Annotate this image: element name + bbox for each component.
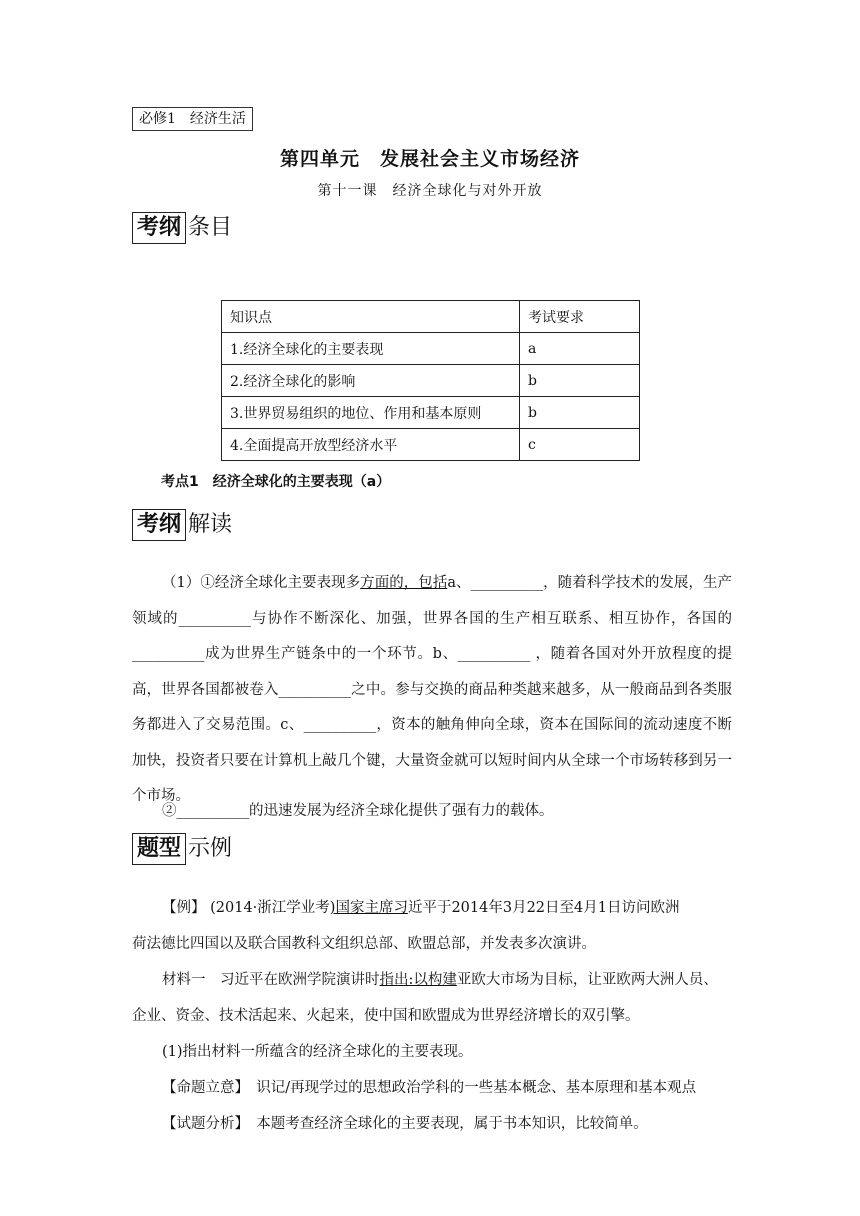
section-example-heading xyxy=(132,833,232,865)
table-cell: 4.全面提高开放型经济水平 xyxy=(222,429,520,461)
table-header-cell: 知识点 xyxy=(222,301,520,333)
table-row xyxy=(222,365,640,397)
reading-paragraph-2: ②__________的迅速发展为经济全球化提供了强有力的载体。 xyxy=(162,803,554,819)
section-outline-heading xyxy=(132,212,232,244)
example-underlined-text: )国家主席习 xyxy=(329,900,408,916)
reading-text: a、__________，随着科学技术的发展，生产领域的__________与协作不断深化、加强，世界各国的生产相互联系、相互协作，各国的__________成为世界生产链条中的一个环节。b、__________ ，随着各国对外开放程度的提高，世界各国都被卷入__________之中。参与交换的商品种类越来越多，从一般商品到各类服务都进入了交易范围。c、__________，资本的触角伸向全球，资本在国际间的流动速度不断加快，投资者只要在计算机上敲几个键，大量资金就可以短时间内从全球一个市场转移到另一个市场。 xyxy=(132,575,732,804)
kaodian-heading: 考点1 经济全球化的主要表现（a） xyxy=(161,474,391,490)
table-cell: c xyxy=(520,429,640,461)
table-cell: b xyxy=(520,365,640,397)
lesson-title: 第十一课 经济全球化与对外开放 xyxy=(317,183,543,199)
material-underlined-text: 指出:以构建 xyxy=(379,972,457,988)
analysis-line: 【试题分析】 本题考查经济全球化的主要表现，属于书本知识，比较简单。 xyxy=(162,1116,648,1132)
table-row xyxy=(222,333,640,365)
example-text: 近平于2014年3月22日至4月1日访问欧洲 xyxy=(407,900,680,916)
section-example-boxed: 题型 xyxy=(132,833,186,865)
table-header-cell: 考试要求 xyxy=(520,301,640,333)
material-line-2: 企业、资金、技术活起来、火起来，使中国和欧盟成为世界经济增长的双引擎。 xyxy=(132,1008,640,1024)
material-text: 材料一 习近平在欧洲学院演讲时 xyxy=(162,972,380,988)
example-text: 【例】 (2014·浙江学业考 xyxy=(162,900,330,916)
requirements-table xyxy=(221,300,640,461)
reading-paragraph-1 xyxy=(132,566,732,815)
table-row xyxy=(222,429,640,461)
intent-line: 【命题立意】 识记/再现学过的思想政治学科的一些基本概念、基本原理和基本观点 xyxy=(162,1080,697,1096)
table-cell: 1.经济全球化的主要表现 xyxy=(222,333,520,365)
example-line-1 xyxy=(162,898,772,918)
table-cell: b xyxy=(520,397,640,429)
table-cell: 2.经济全球化的影响 xyxy=(222,365,520,397)
section-reading-heading xyxy=(132,509,232,541)
material-line-1 xyxy=(162,970,772,990)
table-header-row xyxy=(222,301,640,333)
table-cell: 3.世界贸易组织的地位、作用和基本原则 xyxy=(222,397,520,429)
reading-text: （1）①经济全球化主要表现多 xyxy=(162,575,361,591)
table-cell: a xyxy=(520,333,640,365)
unit-title: 第四单元 发展社会主义市场经济 xyxy=(279,148,580,170)
material-text: 亚欧大市场为目标，让亚欧两大洲人员、 xyxy=(456,972,718,988)
course-tag: 必修1 经济生活 xyxy=(132,107,253,131)
section-example-rest: 示例 xyxy=(188,836,233,861)
section-outline-rest: 条目 xyxy=(188,215,233,240)
reading-underlined-text: 方面的，包括 xyxy=(360,575,448,591)
section-outline-boxed: 考纲 xyxy=(132,212,186,244)
section-reading-rest: 解读 xyxy=(188,512,233,537)
question-1: (1)指出材料一所蕴含的经济全球化的主要表现。 xyxy=(162,1044,473,1060)
table-row xyxy=(222,397,640,429)
section-reading-boxed: 考纲 xyxy=(132,509,186,541)
example-line-2: 荷法德比四国以及联合国教科文组织总部、欧盟总部，并发表多次演讲。 xyxy=(132,936,596,952)
